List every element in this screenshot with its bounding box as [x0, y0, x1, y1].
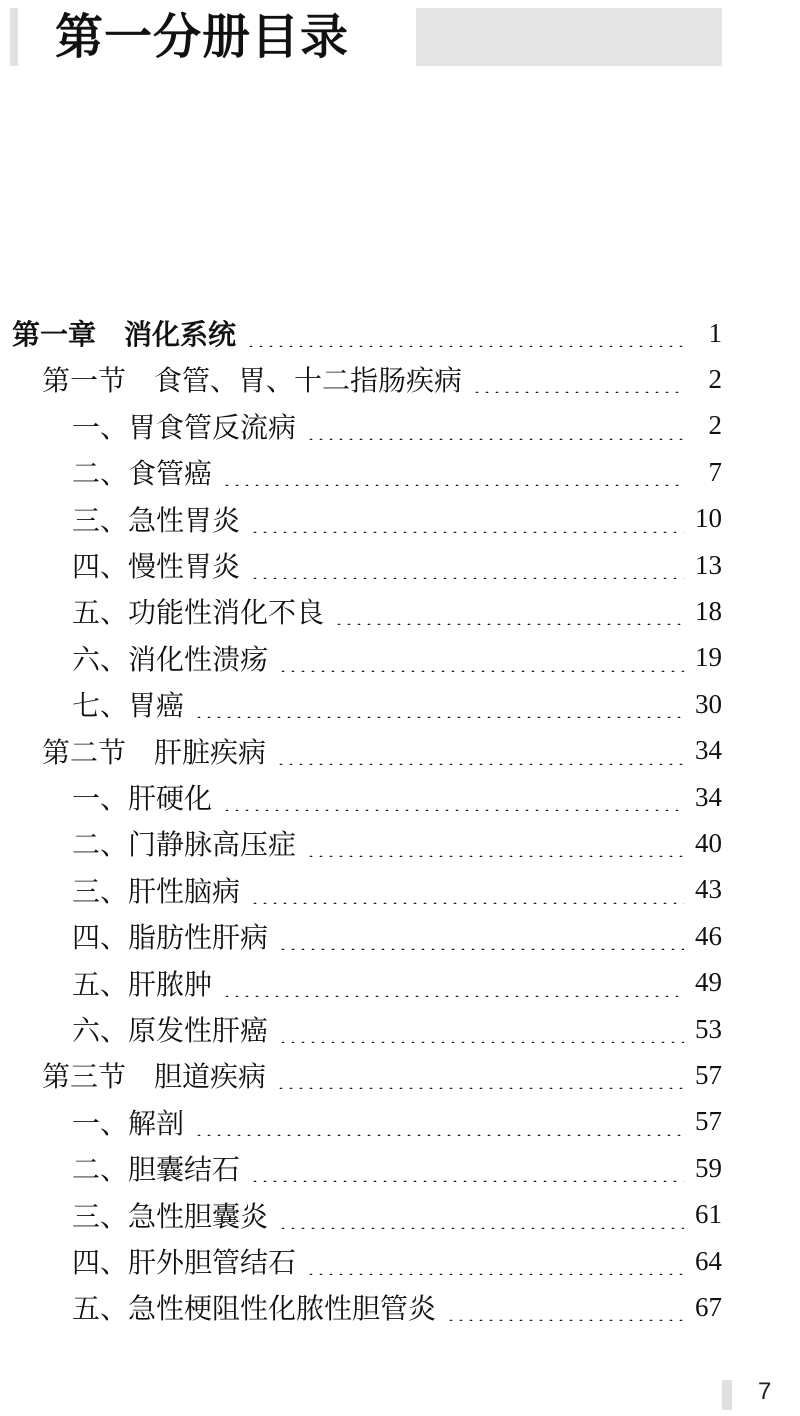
dot-leader — [472, 365, 684, 393]
toc-entry-label: 二、食管癌 — [72, 457, 213, 491]
toc-entry-item — [72, 449, 722, 495]
toc-entry-item — [72, 913, 722, 959]
toc-entry-page: 13 — [695, 549, 722, 580]
toc-entry-page: 18 — [695, 595, 722, 626]
toc-entry-page: 34 — [695, 781, 722, 812]
title-accent-left — [10, 8, 18, 66]
toc-entry-page: 40 — [695, 827, 722, 858]
toc-entry-item — [72, 588, 722, 634]
toc-entry-page: 7 — [708, 456, 722, 487]
toc-entry-section — [42, 728, 722, 774]
toc-entry-label: 二、门静脉高压症 — [72, 828, 297, 862]
dot-leader — [250, 505, 684, 533]
toc-entry-label: 一、肝硬化 — [72, 782, 213, 815]
toc-entry-label: 四、慢性胃炎 — [72, 550, 241, 583]
dot-leader — [250, 551, 684, 579]
toc-entry-label: 二、胆囊结石 — [72, 1153, 241, 1187]
toc-entry-item — [72, 681, 722, 727]
toc-entry-label: 一、胃食管反流病 — [72, 410, 297, 444]
toc-entry-item — [72, 867, 722, 913]
toc-entry-item — [72, 1238, 722, 1284]
toc-entry-page: 59 — [695, 1152, 722, 1183]
dot-leader — [278, 644, 684, 672]
toc-entry-page: 57 — [695, 1059, 722, 1090]
toc-entry-page: 46 — [695, 920, 722, 951]
dot-leader — [306, 412, 684, 440]
toc-entry-label: 三、肝性脑病 — [72, 874, 241, 908]
toc-entry-label: 三、急性胃炎 — [72, 503, 241, 537]
title-accent-right — [416, 8, 722, 66]
toc-entry-item — [72, 774, 722, 820]
toc-entry-item — [72, 496, 722, 542]
page-title: 第一分册目录 — [55, 9, 350, 65]
dot-leader — [334, 597, 684, 625]
toc-entry-page: 10 — [695, 503, 722, 534]
dot-leader — [278, 922, 684, 950]
dot-leader — [250, 876, 684, 904]
dot-leader — [276, 1061, 684, 1089]
toc-entry-item — [72, 635, 722, 681]
toc-entry-page: 49 — [695, 967, 722, 998]
toc-entry-section — [42, 1052, 722, 1098]
page-number: 7 — [758, 1378, 772, 1405]
dot-leader — [222, 458, 684, 486]
toc-entry-page: 2 — [708, 363, 722, 394]
toc-entry-page: 53 — [695, 1013, 722, 1044]
toc-entry-page: 61 — [695, 1199, 722, 1230]
toc-entry-item — [72, 960, 722, 1006]
toc-entry-section — [42, 356, 722, 402]
toc-entry-label: 一、解剖 — [72, 1106, 185, 1140]
dot-leader — [194, 1108, 684, 1136]
toc-entry-item — [72, 542, 722, 588]
toc-entry-page: 30 — [695, 688, 722, 719]
toc-entry-label: 第二节 肝脏疾病 — [42, 735, 267, 769]
footer-accent — [722, 1380, 732, 1410]
toc-entry-page: 57 — [695, 1106, 722, 1137]
toc-entry-chapter — [12, 310, 722, 356]
toc-entry-label: 三、急性胆囊炎 — [72, 1199, 269, 1233]
toc-entry-item — [72, 820, 722, 866]
toc-entry-page: 2 — [708, 410, 722, 441]
dot-leader — [446, 1293, 684, 1321]
dot-leader — [222, 969, 684, 997]
dot-leader — [276, 737, 684, 765]
toc-entry-label: 五、功能性消化不良 — [72, 596, 325, 630]
toc-entry-page: 1 — [708, 317, 722, 348]
toc-entry-label: 七、胃癌 — [72, 689, 185, 723]
dot-leader — [306, 829, 684, 857]
toc-entry-label: 六、消化性溃疡 — [72, 642, 269, 676]
toc-entry-item — [72, 403, 722, 449]
toc-entry-label: 四、肝外胆管结石 — [72, 1246, 297, 1279]
dot-leader — [246, 319, 684, 347]
toc-entry-item — [72, 1284, 722, 1330]
toc-entry-label: 五、急性梗阻性化脓性胆管炎 — [72, 1292, 437, 1326]
toc-entry-label: 第三节 胆道疾病 — [42, 1060, 267, 1094]
toc-entry-label: 第一章 消化系统 — [12, 318, 237, 351]
dot-leader — [222, 783, 684, 811]
dot-leader — [278, 1201, 684, 1229]
toc-entry-item — [72, 1006, 722, 1052]
dot-leader — [250, 1154, 684, 1182]
toc-entry-label: 四、脂肪性肝病 — [72, 921, 269, 955]
toc-entry-page: 43 — [695, 874, 722, 905]
toc-entry-label: 五、肝脓肿 — [72, 967, 213, 1001]
dot-leader — [194, 690, 684, 718]
toc-entry-item — [72, 1145, 722, 1191]
dot-leader — [306, 1247, 684, 1275]
toc-entry-item — [72, 1099, 722, 1145]
toc-entry-page: 64 — [695, 1245, 722, 1276]
toc-entry-page: 19 — [695, 642, 722, 673]
toc-entry-label: 第一节 食管、胃、十二指肠疾病 — [42, 364, 463, 398]
toc-entry-page: 67 — [695, 1291, 722, 1322]
toc-entry-page: 34 — [695, 735, 722, 766]
dot-leader — [278, 1015, 684, 1043]
toc-entry-label: 六、原发性肝癌 — [72, 1014, 269, 1047]
toc-entry-item — [72, 1192, 722, 1238]
